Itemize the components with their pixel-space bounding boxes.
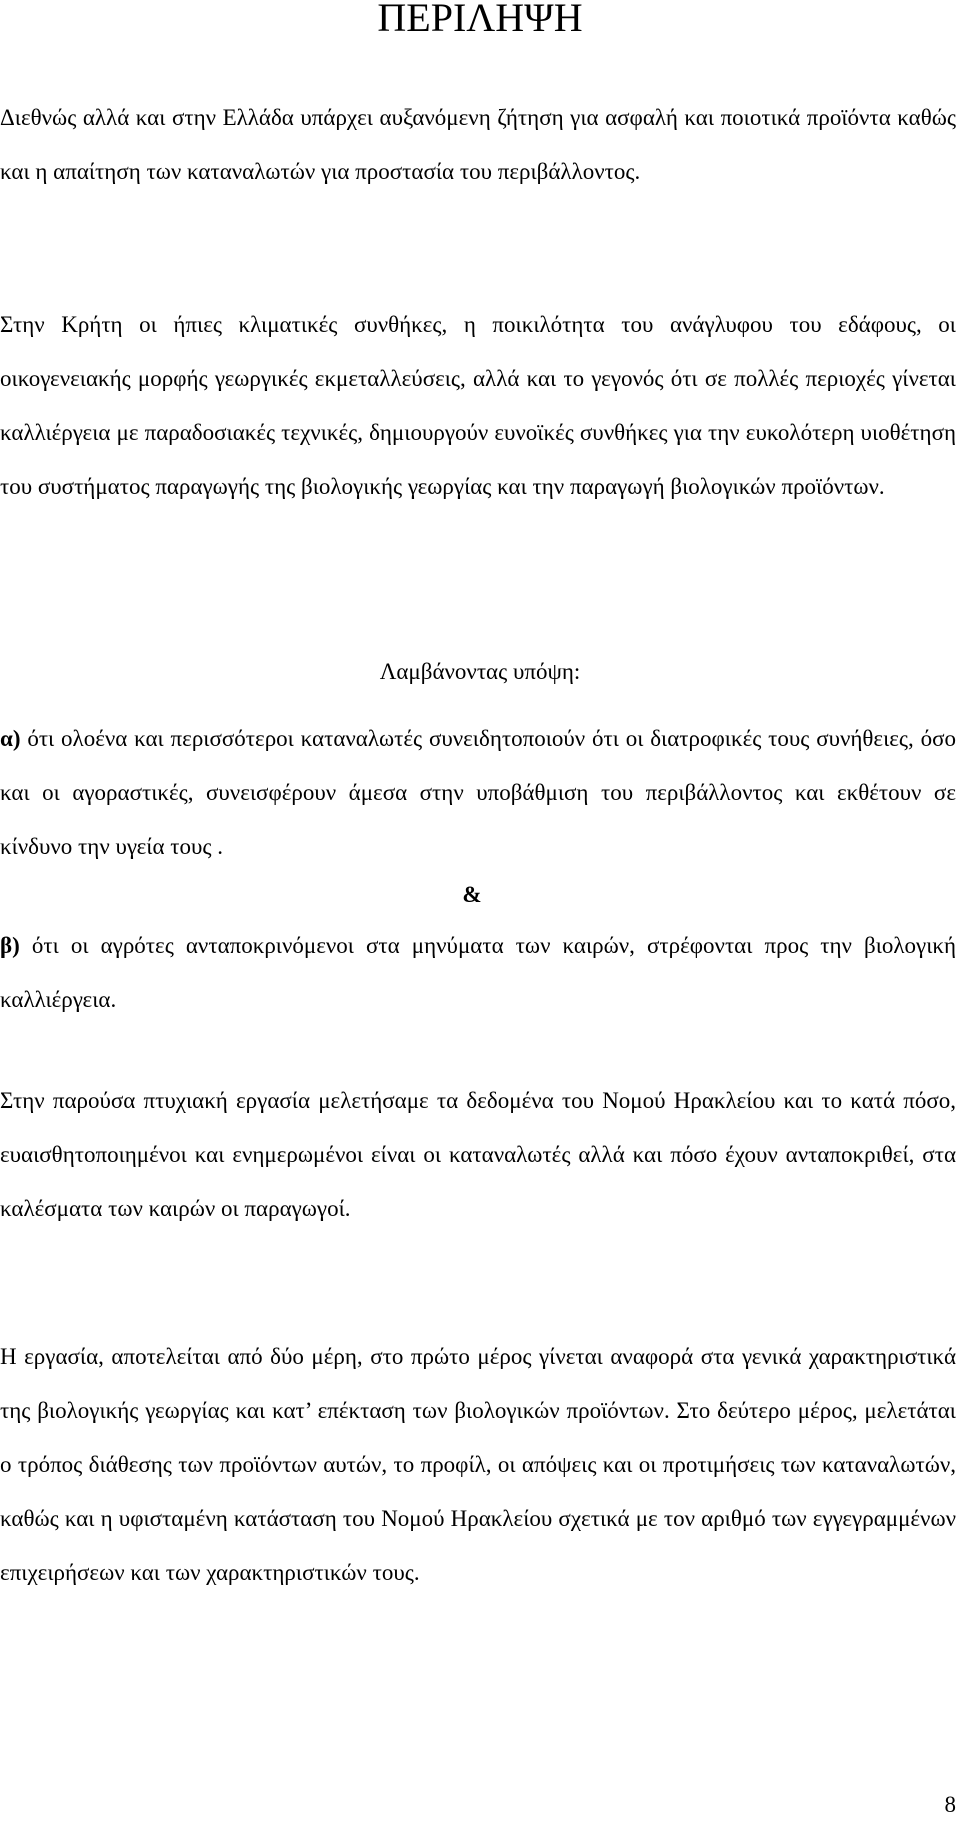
paragraph-intro: Διεθνώς αλλά και στην Ελλάδα υπάρχει αυξανόμενη ζήτηση για ασφαλή και ποιοτικά προϊόντα καθώς και η απαίτηση των καταναλωτών για προστασία του περιβάλλοντος. <box>0 105 956 184</box>
paragraph-crete: Στην Κρήτη οι ήπιες κλιματικές συνθήκες, η ποικιλότητα του ανάγλυφου του εδάφους, οι οικογενειακής μορφής γεωργικές εκμεταλλεύσεις, αλλά και το γεγονός ότι σε πολλές περιοχές γίνεται καλλιέργεια με παραδοσιακές τεχνικές, δημιουργούν ευνοϊκές συνθήκες για την ευκολότερη υιοθέτηση του συστήματος παραγωγής της βιολογικής γεωργίας και την παραγωγή βιολογικών προϊόντων. <box>0 312 956 499</box>
paragraph-structure: Η εργασία, αποτελείται από δύο μέρη, στο πρώτο μέρος γίνεται αναφορά στα γενικά χαρακτηριστικά της βιολογικής γεωργίας και κατ’ επέκταση των βιολογικών προϊόντων. Στο δεύτερο μέρος, μελετάται ο τρόπος διάθεσης των προϊόντων αυτών, το προφίλ, οι απόψεις και οι προτιμήσεις των καταναλωτών, καθώς και η υφισταμένη κατάσταση του Νομού Ηρακλείου σχετικά με τον αριθμό των εγγεγραμμένων επιχειρήσεων και των χαρακτηριστικών τους. <box>0 1344 956 1585</box>
list-item-a-text: ότι ολοένα και περισσότεροι καταναλωτές συνειδητοποιούν ότι οι διατροφικές τους συνήθειες, όσο και οι αγοραστικές, συνεισφέρουν άμεσα στην υποβάθμιση του περιβάλλοντος και εκθέτουν σε κίνδυνο την υγεία τους . <box>0 726 956 859</box>
list-item-b-marker: β) <box>0 933 20 958</box>
page-number: 8 <box>944 1792 956 1817</box>
list-item-b-text: ότι οι αγρότες ανταποκρινόμενοι στα μηνύματα των καιρών, στρέφονται προς την βιολογική καλλιέργεια. <box>0 933 957 1012</box>
paragraph-study: Στην παρούσα πτυχιακή εργασία μελετήσαμε τα δεδομένα του Νομού Ηρακλείου και το κατά πόσο, ευαισθητοποιημένοι και ενημερωμένοι είναι οι καταναλωτές αλλά και πόσο έχουν ανταποκριθεί, στα καλέσματα των καιρών οι παραγωγοί. <box>0 1088 956 1221</box>
page-title: ΠΕΡΙΛΗΨΗ <box>377 0 583 40</box>
list-item-a <box>0 712 956 874</box>
considering-heading: Λαμβάνοντας υπόψη: <box>379 659 581 684</box>
ampersand-separator: & <box>462 882 482 907</box>
list-item-a-marker: α) <box>0 726 21 751</box>
list-item-b <box>0 919 956 1027</box>
